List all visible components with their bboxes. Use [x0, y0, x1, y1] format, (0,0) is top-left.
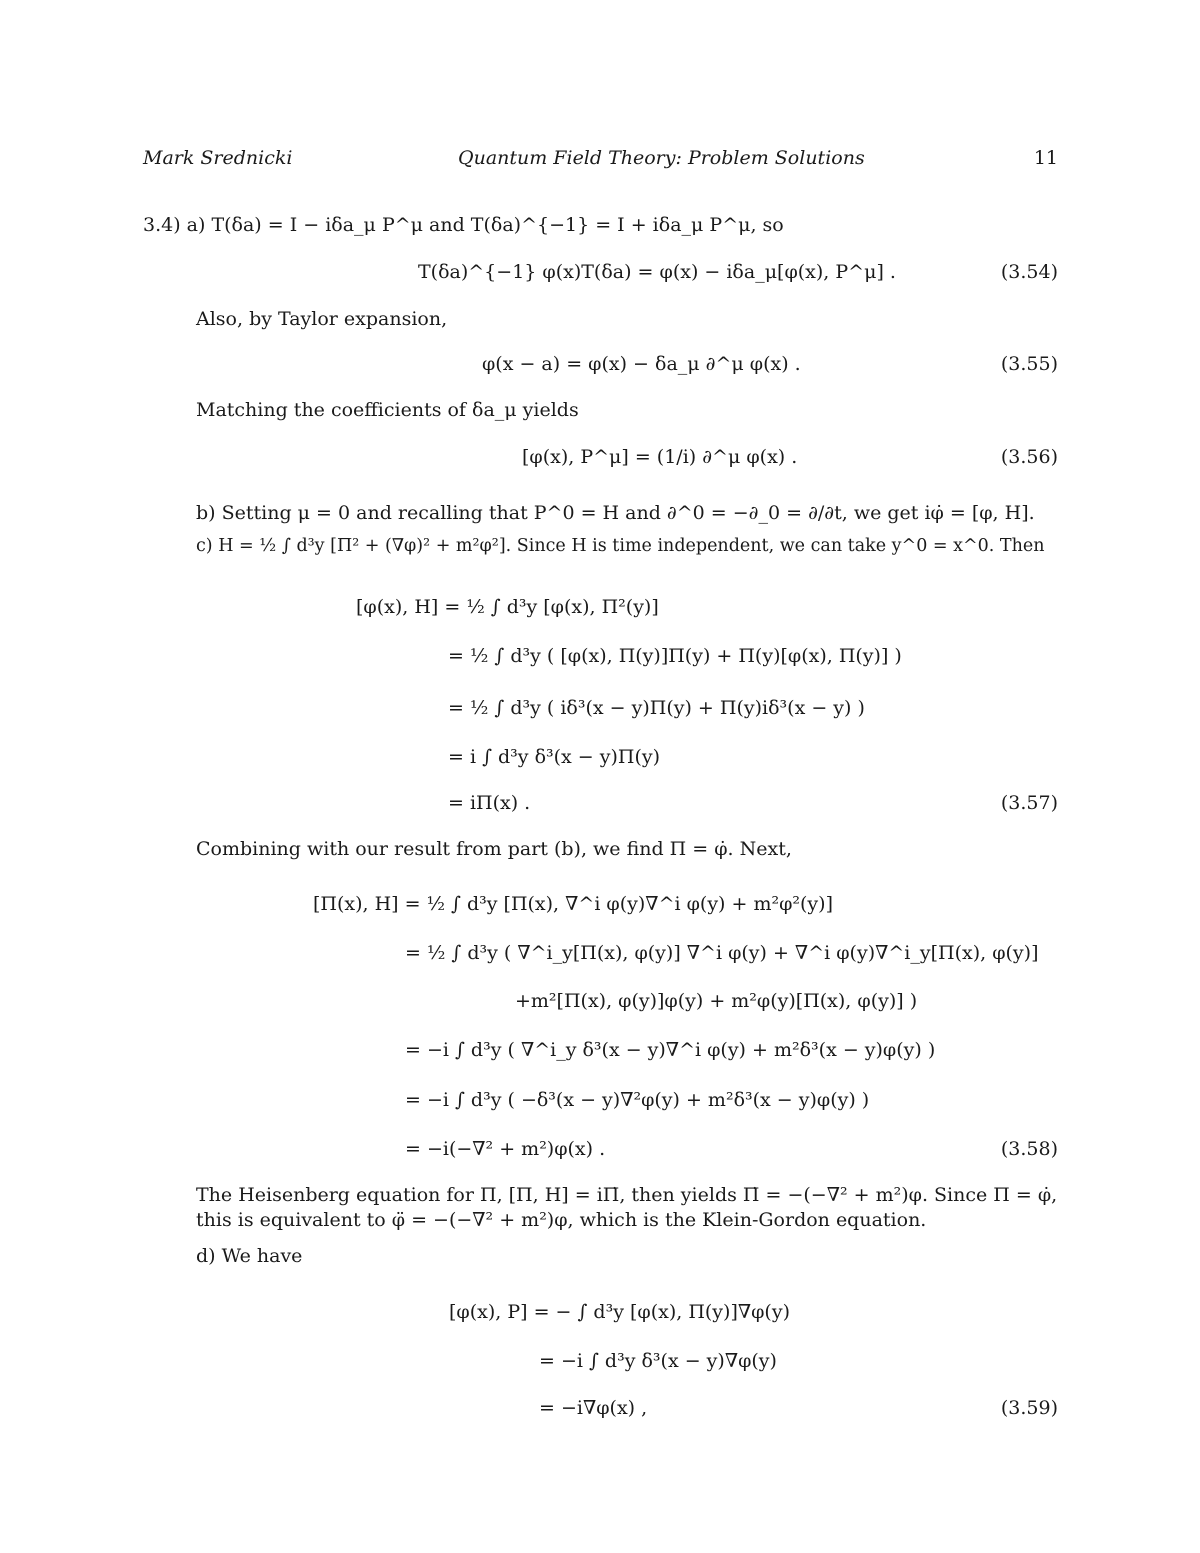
combining-text: Combining with our result from part (b), we find Π = φ̇. Next, — [196, 838, 792, 860]
equation-number-3-58: (3.58) — [1000, 1138, 1058, 1160]
equation-3-58-line: = ½ ∫ d³y ( ∇^i_y[Π(x), φ(y)] ∇^i φ(y) + ∇^i φ(y)∇^i_y[Π(x), φ(y)] — [405, 942, 1039, 964]
heisenberg-text-line-1: The Heisenberg equation for Π, [Π, H] = iΠ̇, then yields Π̇ = −(−∇² + m²)φ. Since Π = φ̇, — [196, 1184, 1058, 1206]
matching-text: Matching the coefficients of δa_μ yields — [196, 399, 579, 421]
equation-number-3-55: (3.55) — [1000, 353, 1058, 375]
equation-3-57-line: = i ∫ d³y δ³(x − y)Π(y) — [448, 746, 661, 768]
running-header-author: Mark Srednicki — [143, 147, 293, 169]
equation-3-58-line: = −i ∫ d³y ( −δ³(x − y)∇²φ(y) + m²δ³(x − y)φ(y) ) — [405, 1089, 870, 1111]
equation-number-3-59: (3.59) — [1000, 1397, 1058, 1419]
equation-3-58-line: = −i(−∇² + m²)φ(x) . — [405, 1138, 606, 1160]
equation-3-56: [φ(x), P^μ] = (1/i) ∂^μ φ(x) . — [522, 446, 798, 468]
equation-3-59-line: = −i ∫ d³y δ³(x − y)∇φ(y) — [539, 1350, 777, 1372]
page-number: 11 — [1033, 147, 1058, 169]
heisenberg-text-line-2: this is equivalent to φ̈ = −(−∇² + m²)φ, which is the Klein-Gordon equation. — [196, 1209, 927, 1231]
equation-number-3-54: (3.54) — [1000, 261, 1058, 283]
equation-number-3-57: (3.57) — [1000, 792, 1058, 814]
equation-number-3-56: (3.56) — [1000, 446, 1058, 468]
running-header-title: Quantum Field Theory: Problem Solutions — [458, 147, 865, 169]
equation-3-59-line: [φ(x), P] = − ∫ d³y [φ(x), Π(y)]∇φ(y) — [449, 1301, 790, 1323]
equation-3-57-line: = iΠ(x) . — [448, 792, 531, 814]
equation-3-54: T(δa)^{−1} φ(x)T(δa) = φ(x) − iδa_μ[φ(x), P^μ] . — [418, 261, 896, 283]
problem-3-4a-intro: 3.4) a) T(δa) = I − iδa_μ P^μ and T(δa)^{−1} = I + iδa_μ P^μ, so — [143, 214, 784, 236]
equation-3-57-line: = ½ ∫ d³y ( [φ(x), Π(y)]Π(y) + Π(y)[φ(x), Π(y)] ) — [448, 645, 902, 667]
equation-3-57-line: = ½ ∫ d³y ( iδ³(x − y)Π(y) + Π(y)iδ³(x − y) ) — [448, 697, 865, 719]
problem-3-4b-text: b) Setting μ = 0 and recalling that P^0 = H and ∂^0 = −∂_0 = ∂/∂t, we get iφ̇ = [φ, H]. — [196, 502, 1035, 524]
equation-3-59-line: = −i∇φ(x) , — [539, 1397, 648, 1419]
equation-3-58-line: +m²[Π(x), φ(y)]φ(y) + m²φ(y)[Π(x), φ(y)] ) — [515, 990, 918, 1012]
problem-3-4d-text: d) We have — [196, 1245, 303, 1267]
equation-3-57-line: [φ(x), H] = ½ ∫ d³y [φ(x), Π²(y)] — [356, 596, 659, 618]
equation-3-55: φ(x − a) = φ(x) − δa_μ ∂^μ φ(x) . — [482, 353, 801, 375]
taylor-expansion-text: Also, by Taylor expansion, — [196, 308, 448, 330]
equation-3-58-line: [Π(x), H] = ½ ∫ d³y [Π(x), ∇^i φ(y)∇^i φ(y) + m²φ²(y)] — [313, 893, 833, 915]
problem-3-4c-text: c) H = ½ ∫ d³y [Π² + (∇φ)² + m²φ²]. Since H is time independent, we can take y^0 = x^0. Then — [196, 536, 1045, 556]
equation-3-58-line: = −i ∫ d³y ( ∇^i_y δ³(x − y)∇^i φ(y) + m²δ³(x − y)φ(y) ) — [405, 1039, 936, 1061]
